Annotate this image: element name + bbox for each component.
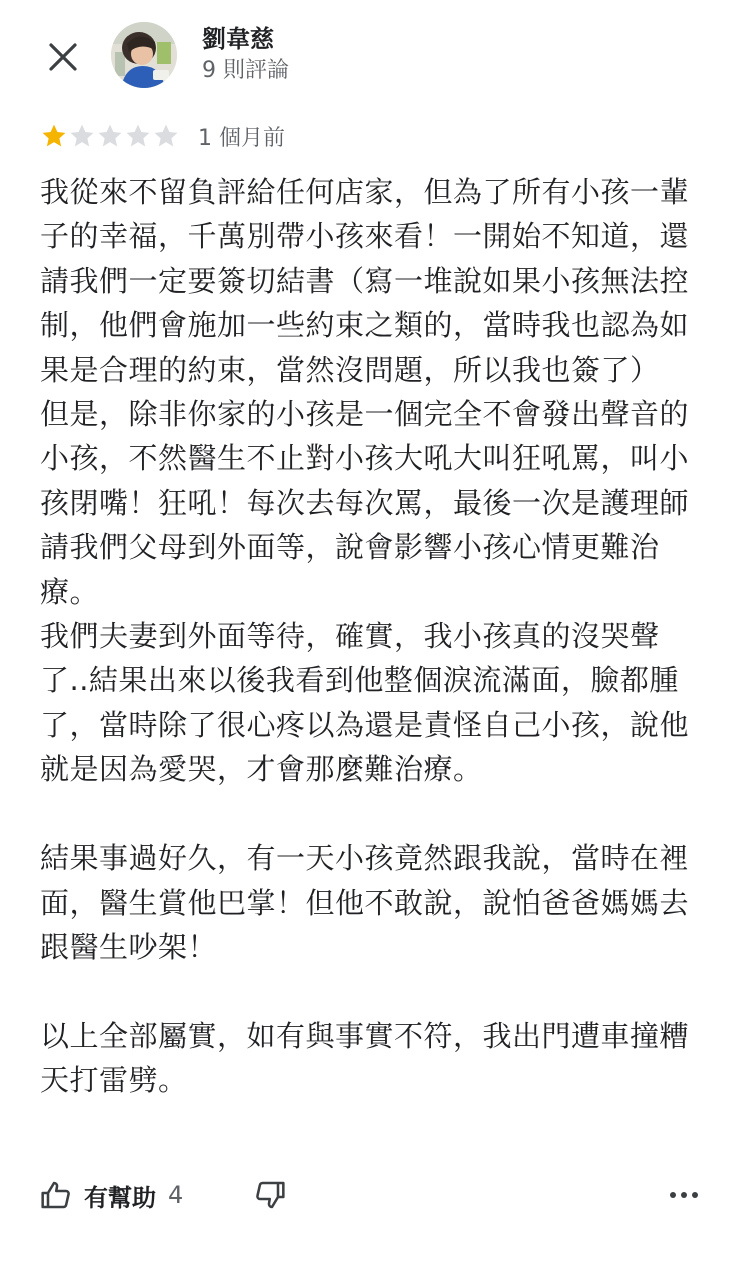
close-icon [47,41,79,73]
review-actions [0,1170,748,1220]
review-date: 1 個月前 [198,125,285,151]
thumb-down-icon [254,1179,286,1211]
helpful-count: 4 [168,1181,184,1209]
more-horizontal-icon [669,1190,699,1200]
reviewer-review-count: 9 則評論 [202,58,289,83]
review-header [0,0,748,110]
helpful-button[interactable] [40,1173,183,1217]
rating-row [40,120,285,152]
review-text: 我從來不留負評給任何店家，但為了所有小孩一輩子的幸福，千萬別帶小孩來看！一開始不知道，還請我們一定要簽切結書（寫一堆說如果小孩無法控制，他們會施加一些約束之類的，當時我也認為如果是合理的約束，當然沒問題，所以我也簽了） 但是，除非你家的小孩是一個完全不會發出聲音的小孩，不然醫生不止對小孩大吼大叫狂吼罵，叫小孩閉嘴！狂吼！每次去每次罵，最後一次是護理師請我們父母到外面等，說會影響小孩心情更難治療。 我們夫妻到外面等待，確實，我小孩真的沒哭聲了..結果出來以後我看到他整個淚流滿面，臉都腫了，當時除了很心疼以為還是責怪自己小孩，說他就是因為愛哭，才會那麼難治療。 結果事過好久，有一天小孩竟然跟我說，當時在裡面，醫生賞他巴掌！但他不敢說，說怕爸爸媽媽去跟醫生吵架！ 以上全部屬實，如有與事實不符，我出門遭車撞糟天打雷劈。 [40,175,690,1098]
star-empty-icon [124,122,152,150]
star-filled-icon [40,122,68,150]
avatar-photo [111,22,177,88]
close-button[interactable] [40,34,86,80]
star-empty-icon [152,122,180,150]
more-options-button[interactable] [660,1173,708,1217]
thumb-up-icon [40,1179,72,1211]
star-empty-icon [96,122,124,150]
avatar[interactable] [111,22,177,88]
star-empty-icon [68,122,96,150]
unhelpful-button[interactable] [248,1173,292,1217]
star-rating [40,122,180,150]
helpful-label: 有幫助 [84,1183,156,1212]
reviewer-name[interactable]: 劉韋慈 [202,25,274,53]
